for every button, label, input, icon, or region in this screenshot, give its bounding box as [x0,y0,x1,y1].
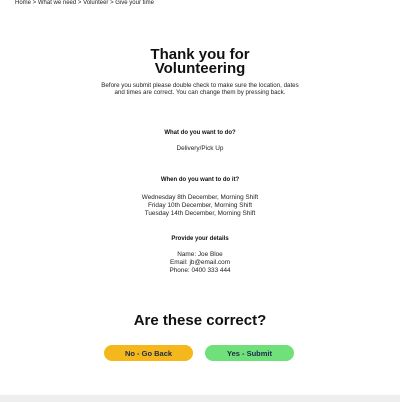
detail-email: Email: jb@email.com [169,258,231,266]
breadcrumb-home[interactable]: Home [15,0,32,6]
breadcrumb-what-we-need[interactable]: What we need [37,0,77,6]
when-label: When do you want to do it? [160,177,240,183]
breadcrumb-separator: > [108,0,116,6]
breadcrumb-separator: > [76,0,84,6]
breadcrumb [15,0,154,6]
breadcrumb-volunteer[interactable]: Volunteer [83,0,109,6]
breadcrumb-give-your-time[interactable]: Give your time [115,0,154,6]
intro-text: Before you submit please double check to make sure the location, dates and times are correct. You can change them by pressing back. [101,82,299,96]
footer-bar [0,395,400,402]
detail-name: Name: Joe Bloe [177,251,223,258]
when-values [0,194,400,217]
shift-line: Friday 10th December, Morning Shift [147,201,253,209]
detail-phone: Phone: 0400 333 444 [169,266,231,274]
page-title-line-2: Volunteering [154,60,246,77]
shift-line: Tuesday 14th December, Morning Shift [144,209,256,217]
details-label: Provide your details [171,236,229,242]
go-back-button[interactable]: No - Go Back [104,345,193,361]
confirm-question: Are these correct? [133,312,267,329]
shift-line: Wednesday 8th December, Morning Shift [141,194,259,201]
breadcrumb-separator: > [31,0,38,6]
page-title-line-1: Thank you for [150,46,250,63]
details-values [0,251,400,274]
what-label: What do you want to do? [164,130,236,136]
submit-button[interactable]: Yes - Submit [205,345,294,361]
what-value: Delivery/Pick Up [176,145,224,152]
page-title [0,48,400,76]
